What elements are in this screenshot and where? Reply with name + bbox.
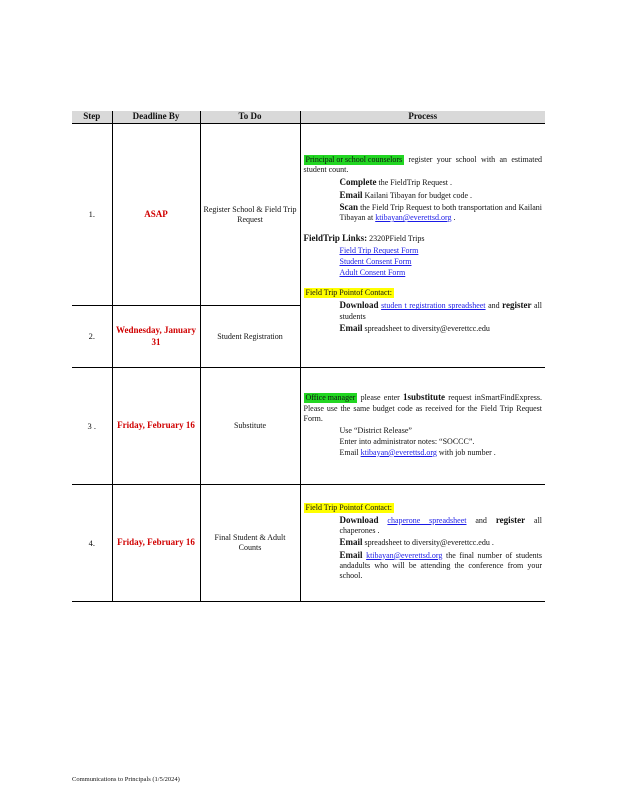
task-text: all chaperones .: [339, 516, 543, 536]
task-text: the FieldTrip Request .: [376, 178, 452, 188]
email-link[interactable]: ktibayan@everettsd.org: [360, 447, 437, 457]
email-link[interactable]: ktibayan@everettsd.org: [366, 550, 443, 560]
process-cell: [300, 485, 545, 602]
spreadsheet-link[interactable]: studen t registration spreadsheet: [381, 301, 486, 311]
task-verb: Download: [339, 515, 379, 526]
list-item: [304, 190, 543, 201]
list-item: [304, 268, 543, 278]
table-row: [72, 124, 545, 306]
step-number: 1.: [72, 124, 112, 306]
step-number: 4.: [72, 485, 112, 602]
header-step: Step: [72, 111, 112, 124]
task-verb: register: [502, 300, 532, 311]
highlighted-role: Office manager: [305, 393, 356, 403]
lead-text: request inSmartFindExpress. Please use the same budget code as received for the Field Trip Request Form.: [303, 393, 542, 423]
task-verb: Email: [339, 537, 363, 548]
deadline: Friday, February 16: [112, 485, 200, 602]
step-number: 3 .: [72, 368, 112, 485]
process-lead: [304, 503, 543, 513]
task-verb: Complete: [339, 177, 377, 188]
task-verb: Email: [339, 322, 363, 333]
todo-text: Register School & Field Trip Request: [200, 124, 300, 306]
task-text: Use “District Release”: [339, 425, 412, 435]
links-section: [304, 233, 543, 278]
adult-consent-link[interactable]: Adult Consent Form: [339, 268, 406, 278]
links-heading-rest: 2320PField Trips: [367, 234, 425, 243]
list-item: [304, 515, 543, 536]
field-trip-request-link[interactable]: Field Trip Request Form: [339, 246, 419, 256]
task-list: [304, 300, 543, 334]
task-list: [304, 426, 543, 458]
task-verb: Scan: [339, 201, 359, 212]
student-consent-link[interactable]: Student Consent Form: [339, 257, 412, 267]
list-item: [304, 550, 543, 581]
page-footer: Communications to Principals (1/5/2024): [72, 776, 180, 783]
process-lead: [304, 288, 543, 298]
task-verb: Email: [339, 189, 363, 200]
list-item: [304, 448, 543, 458]
step-number: 2.: [72, 306, 112, 368]
todo-text: Student Registration: [200, 306, 300, 368]
process-cell: [300, 368, 545, 485]
task-text: with job number .: [436, 447, 496, 457]
task-text: Enter into administrator notes: “SOCCC”.: [339, 436, 475, 446]
todo-text: Final Student & Adult Counts: [200, 485, 300, 602]
task-text: spreadsheet to diversity@everettcc.edu .: [362, 538, 494, 548]
todo-text: Substitute: [200, 368, 300, 485]
process-lead: [304, 155, 543, 175]
highlighted-role: Principal or school counselors: [305, 155, 403, 165]
task-verb: Email: [339, 549, 363, 560]
table-row: [72, 485, 545, 602]
process-table: [72, 111, 545, 602]
task-text: Email: [339, 447, 361, 457]
list-item: [304, 537, 543, 548]
spreadsheet-link[interactable]: chaperone spreadsheet: [387, 516, 467, 526]
deadline: Wednesday, January 31: [112, 306, 200, 368]
task-text: all students: [339, 301, 543, 321]
process-lead: [304, 392, 543, 423]
list-item: [304, 177, 543, 188]
header-todo: To Do: [200, 111, 300, 124]
list-item: [304, 300, 543, 321]
task-verb: register: [495, 515, 526, 526]
task-text: and: [466, 516, 496, 526]
header-deadline: Deadline By: [112, 111, 200, 124]
task-text: and: [485, 301, 503, 311]
list-item: [304, 323, 543, 334]
process-cell: [300, 124, 545, 368]
task-text: spreadsheet to diversity@everettcc.edu: [362, 323, 490, 333]
deadline: ASAP: [112, 124, 200, 306]
table-header-row: [72, 111, 545, 124]
list-item: [304, 257, 543, 267]
list-item: [304, 426, 543, 436]
task-list: [304, 177, 543, 223]
header-process: Process: [300, 111, 545, 124]
lead-text: register your school with an estimated student count.: [303, 155, 542, 175]
lead-text: please enter: [357, 393, 404, 403]
task-text: .: [451, 213, 456, 222]
list-item: [304, 437, 543, 447]
task-verb: Download: [339, 300, 379, 311]
highlighted-role: Field Trip Pointof Contact:: [305, 288, 392, 298]
deadline: Friday, February 16: [112, 368, 200, 485]
list-item: [304, 202, 543, 223]
highlighted-role: Field Trip Pointof Contact:: [305, 503, 392, 513]
table-row: [72, 368, 545, 485]
list-item: [304, 246, 543, 256]
link-list: [304, 246, 543, 278]
task-text: the final number of students andadults who will be attending the conference from your school.: [339, 550, 543, 580]
task-list: [304, 515, 543, 581]
task-text: Kailani Tibayan for budget code .: [362, 190, 473, 200]
lead-bold: 1substitute: [403, 392, 446, 403]
task-text: the Field Trip Request to both transportation and Kailani Tibayan at: [339, 202, 542, 222]
email-link[interactable]: ktibayan@everettsd.org: [375, 213, 452, 222]
links-heading: FieldTrip Links:: [303, 233, 368, 243]
